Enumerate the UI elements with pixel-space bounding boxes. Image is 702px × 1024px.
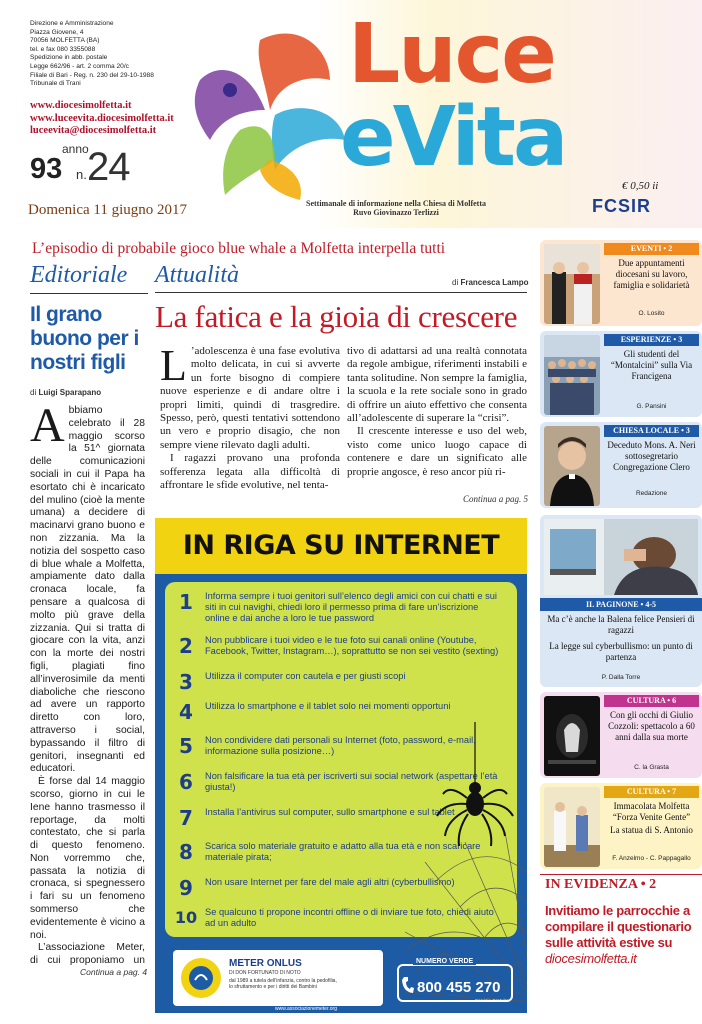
photo-theatre-stage: [544, 696, 600, 776]
helpline-note: Servizio Gratuito: [475, 998, 509, 1003]
helpline-number[interactable]: 800 455 270: [417, 979, 501, 996]
teaser-text: Ma c’è anche la Balena felice Pensieri di ragazzi: [547, 614, 695, 635]
paragraph: ’adolescenza è una fase evolutiva molto delicata, in cui si avverte un forte bisogno di compiere nuove esperienze e di andare oltre i propri limiti, quindi di trasgredire. Spesso, però, questi tentativi sottendono un vero e proprio disagio, che non sempre viene rilevato dagli adulti.: [160, 345, 340, 451]
teaser-author: Redazione: [635, 490, 668, 497]
drop-cap: L: [160, 345, 187, 390]
phone-icon: [401, 976, 415, 994]
photo-religious-play: [544, 787, 600, 867]
editorial-title: Il grano buono per i nostri figli: [30, 303, 139, 374]
sidebar-teaser-eventi[interactable]: [540, 240, 702, 326]
teaser-text: La legge sul cyberbullismo: un punto di partenza: [549, 641, 693, 662]
continue-link[interactable]: Continua a pag. 4: [80, 967, 148, 977]
section-attualita: Attualità: [155, 262, 239, 288]
fisc-logo: FCSIR: [592, 196, 651, 216]
diocese-link[interactable]: diocesimolfetta.it: [545, 951, 637, 966]
issue-number: 24: [87, 145, 130, 189]
meter-description: dal 1989 a tutela dell’infanzia, contro la pedofilia, lo sfruttamento e per i diritti dei Bambini: [229, 978, 337, 990]
kicker-headline: L’episodio di probabile gioco blue whale a Molfetta interpella tutti: [32, 240, 446, 257]
category-tag: EVENTI • 2: [604, 243, 699, 255]
meter-logo-icon: [179, 956, 223, 1000]
helpline-label: NUMERO VERDE: [413, 958, 476, 965]
luce-e-vita-logo-icon: [180, 20, 350, 200]
divider: [540, 874, 702, 875]
email-link[interactable]: luceevita@diocesimolfetta.it: [30, 125, 157, 136]
category-tag: CHIESA LOCALE • 3: [604, 425, 699, 437]
sidebar-teaser-cultura-7[interactable]: [540, 783, 702, 869]
year-number: 93: [30, 153, 63, 185]
category-tag: ESPERIENZE • 3: [604, 334, 699, 346]
category-tag: IL PAGINONE • 4-5: [540, 598, 702, 611]
paragraph: bbiamo celebrato il 28 maggio scorso la 51^ giornata delle comunicazioni sociali in cui il Papa ha esortato chi è incaricato del mulino (cioè la mente umana) a decidere di macinarvi grano buono e non zizzania. Ma la notizia del sospetto caso di blue whale a Molfetta, ampiamente dato dalla cronaca locale, fa pensare a qualcosa di molto più grave della zizzania. Qui si tratta di giocare con la vita, anzi con la morte dei nostri figli, plagiati fino all’inverosimile da menti diaboliche che riescono ad avere un rapporto diretto con loro, attraverso i social, bypassando il filtro di genitori, insegnanti ed educatori.: [30, 405, 145, 775]
teaser-text: Deceduto Mons. A. Neri sottosegretario Congregazione Clero: [607, 440, 696, 472]
teaser-author: F. Anzelmo - C. Pappagallo: [612, 855, 691, 862]
teaser-author: O. Losito: [638, 310, 665, 317]
price: € 0,50 ii: [622, 180, 659, 192]
teaser-author: G. Pansini: [636, 403, 667, 410]
issue-prefix: n.: [76, 167, 87, 182]
teaser-text: Immacolata Molfetta “Forza Venite Gente”: [612, 801, 691, 822]
sidebar-teaser-cultura-6[interactable]: [540, 692, 702, 778]
meter-subtitle: DI DON FORTUNATO DI NOTO: [229, 970, 301, 976]
editorial-byline: di Luigi Sparapano: [30, 388, 102, 397]
meter-onlus-panel: [173, 950, 383, 1006]
brand-title-evita: eVita: [340, 90, 566, 185]
photo-priest-portrait: [544, 426, 600, 506]
sidebar-teaser-chiesa-locale[interactable]: [540, 422, 702, 508]
photo-bishop-event: [544, 244, 600, 324]
teaser-author: C. la Grasta: [634, 764, 669, 771]
article-column-1: [160, 345, 340, 497]
paragraph: Il crescente interesse e uso del web, visto come unico luogo capace di contenere e dare un significato alle proprie angosce, è reso ancor più ri-: [347, 425, 527, 478]
photo-child-laptop: [544, 519, 698, 595]
meter-website-link[interactable]: www.associazionemeter.org: [275, 1006, 337, 1012]
teaser-author: P. Dalla Torre: [601, 674, 641, 681]
sidebar-teaser-esperienze[interactable]: [540, 331, 702, 417]
masthead: [0, 0, 702, 228]
article-column-2: [347, 345, 527, 497]
website-link[interactable]: www.luceevita.diocesimolfetta.it: [30, 112, 174, 124]
paragraph: È forse dal 14 maggio scorso, giorno in cui le Iene hanno trasmesso il reportage, da molti contestato, che si parla di questo fenomeno. Non vorremmo che, passata la notizia di cronaca, si spegnessero i fari su un fenomeno sommerso che evidentemente è vicino a noi.: [30, 776, 145, 941]
brand-title-luce: Luce: [348, 7, 555, 102]
article-title: La fatica e la gioia di crescere: [155, 299, 518, 334]
section-editoriale: Editoriale: [30, 262, 128, 288]
in-evidenza-title: IN EVIDENZA • 2: [545, 877, 657, 892]
divider: [155, 292, 527, 293]
rules-list: 1 Informa sempre i tuoi genitori sull’elenco degli amici con cui chatti e sui siti in cui navighi, chiedi loro il permesso prima di fare un’iscrizione online e dai anche a loro le tue password 2 Non pubblicare i tuoi video e le tue foto sui canali online (Youtube, Facebook, Twitter, Instagram…), soprattutto se non sei vestito (sexting) 3 Utilizza il computer con cautela e per giusti scopi 4 Utilizza lo smartphone e il tablet solo nei momenti opportuni 5 Non condividere dati personali su Internet (foto, password, e-mail, informazione sulla posizione…) 6 Non falsificare la tua età per iscriverti sui social network (aspettare l’età giusta!) 7 Installa l’antivirus sul computer, sullo smartphone e sul tablet 8 Scarica solo materiale gratuito e adatto alla tua età e non scaricare materiale pirata; 9 Non usare Internet per fare del male agli altri (cyberbullismo) 10 Se qualcuno ti propone incontri offline o di inviare tue foto, chiedi aiuto ad un adulto: [165, 582, 517, 937]
address-block: Direzione e Amministrazione Piazza Giovene, 4 70056 MOLFETTA (BA) tel. e fax 080 3355088 Spedizione in abb. postale Legge 662/96 - art. 2 comma 20/c Filiale di Bari - Reg. n. 230 del 29-10-1988 Tribunale di Trani: [30, 20, 154, 88]
website-links: [30, 100, 174, 138]
meter-name: METER ONLUS: [229, 958, 302, 969]
attualita-byline: di Francesca Lampo: [452, 278, 529, 287]
paragraph: I ragazzi provano una profonda sofferenza legata alla difficoltà di affrontare le sfide evolutive, nel tenta-: [160, 452, 340, 492]
website-link[interactable]: www.diocesimolfetta.it: [30, 100, 132, 111]
teaser-text: Gli studenti del “Montalcini” sulla Via Francigena: [610, 349, 693, 381]
drop-cap: A: [30, 405, 65, 452]
issue-date: Domenica 11 giugno 2017: [28, 202, 188, 218]
tagline: Settimanale di informazione nella Chiesa di Molfetta Ruvo Giovinazzo Terlizzi: [306, 199, 486, 217]
teaser-text: Con gli occhi di Giulio Cozzoli: spettacolo a 60 anni dalla sua morte: [608, 710, 695, 742]
paragraph: L’associazione Meter, di cui proponiamo un: [30, 942, 145, 965]
category-tag: CULTURA • 7: [604, 786, 699, 798]
paragraph: tivo di adattarsi ad una realtà connotata da regole ambigue, riferimenti instabili e tanta solitudine. Non sempre la famiglia, la scuola e la rete sociale sono in grado di offrire un aiuto effettivo che consenta all’adolescente di superare la “crisi”.: [347, 345, 527, 425]
box-title: IN RIGA SU INTERNET: [155, 518, 527, 574]
category-tag: CULTURA • 6: [604, 695, 699, 707]
photo-students-group: [544, 335, 600, 415]
teaser-text: Due appuntamenti diocesani su lavoro, famiglia e solidarietà: [613, 258, 690, 290]
continue-link[interactable]: Continua a pag. 5: [463, 494, 529, 504]
internet-rules-box: [155, 518, 527, 1013]
in-evidenza-body: Invitiamo le parrocchie a compilare il questionario sulle attività estive su diocesimolfetta.it: [545, 903, 692, 966]
editorial-body: [30, 405, 145, 965]
teaser-text: La statua di S. Antonio: [610, 825, 693, 835]
divider: [30, 293, 148, 294]
year-label: anno: [62, 142, 89, 156]
